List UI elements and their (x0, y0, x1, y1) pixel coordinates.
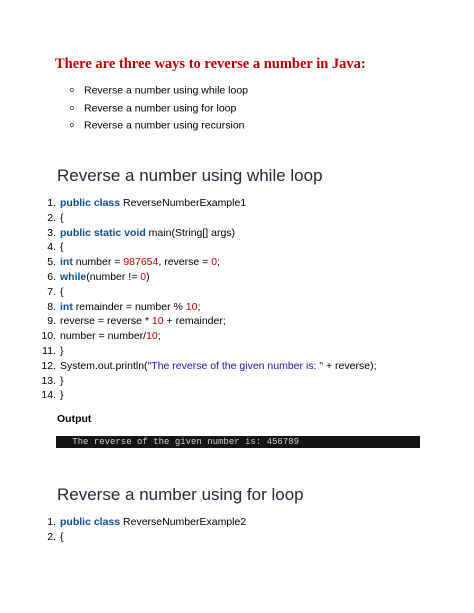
code-keyword: public static void (60, 226, 146, 239)
code-text: } (60, 344, 64, 357)
line-number: 11. (42, 344, 56, 357)
code-text: number = number/ (60, 330, 147, 343)
output-label: Output (57, 413, 92, 425)
code-number: 10 (185, 300, 198, 313)
line-number: 14. (41, 389, 56, 402)
section-heading-while-loop: Reverse a number using while loop (57, 166, 323, 185)
code-text: + reverse); (323, 359, 377, 372)
code-block-while-loop (18, 196, 377, 403)
code-string: "The reverse of the given number is: " (147, 359, 324, 372)
code-line (18, 314, 377, 329)
code-keyword: int (60, 256, 73, 269)
code-line (18, 211, 377, 226)
list-item-text: Reverse a number using for loop (84, 102, 237, 115)
code-line (18, 515, 246, 530)
code-line (18, 196, 377, 211)
code-text: reverse = reverse * (60, 315, 152, 328)
code-block-for-loop (18, 515, 246, 545)
methods-list (70, 82, 248, 135)
line-number: 2. (47, 530, 56, 543)
code-number: 0 (211, 256, 218, 269)
code-text: (number != (86, 270, 141, 283)
code-line (18, 374, 377, 389)
line-number: 13. (41, 374, 56, 387)
code-text: { (60, 241, 64, 254)
code-text: remainder = number % (72, 300, 186, 313)
code-line (18, 329, 377, 344)
code-text: ReverseNumberExample2 (120, 516, 247, 528)
line-number: 2. (47, 211, 56, 224)
code-text: } (60, 374, 64, 387)
code-line (18, 285, 377, 300)
code-text: main(String[] args) (145, 226, 236, 239)
code-text: } (60, 389, 64, 402)
console-output: The reverse of the given number is: 456789 (56, 436, 420, 448)
line-number: 10. (41, 330, 56, 343)
code-line (18, 530, 246, 545)
code-text: { (60, 211, 64, 224)
code-keyword: public class (60, 516, 121, 528)
line-number: 1. (47, 516, 56, 528)
code-text: ; (217, 256, 220, 269)
list-item (70, 100, 248, 118)
line-number: 1. (47, 197, 56, 209)
code-text: ) (146, 270, 150, 283)
code-text: + remainder; (163, 315, 226, 328)
code-number: 10 (146, 330, 158, 343)
code-text: { (60, 530, 64, 543)
code-text: ; (197, 300, 201, 313)
section-heading-for-loop: Reverse a number using for loop (57, 485, 304, 504)
code-text: ReverseNumberExample1 (120, 197, 247, 209)
code-line (18, 270, 377, 285)
code-line (18, 359, 377, 374)
code-number: 987654 (123, 256, 159, 269)
list-item (70, 82, 248, 100)
code-number: 0 (140, 270, 147, 283)
code-text: System.out.println( (60, 359, 148, 372)
line-number: 12. (41, 359, 56, 372)
code-text: , reverse = (158, 256, 212, 269)
bullet-icon: o (70, 104, 74, 112)
code-line (18, 226, 377, 241)
code-keyword: int (60, 300, 73, 313)
code-keyword: while (60, 270, 87, 283)
code-text: number = (72, 256, 124, 269)
code-line (18, 388, 377, 403)
line-number: 7. (47, 285, 56, 298)
code-line (18, 344, 377, 359)
bullet-icon: o (70, 87, 74, 94)
code-line (18, 300, 377, 315)
line-number: 6. (47, 270, 56, 283)
list-item (70, 117, 248, 135)
line-number: 5. (47, 256, 56, 269)
list-item-text: Reverse a number using while loop (84, 84, 249, 97)
line-number: 9. (47, 315, 56, 328)
code-line (18, 240, 377, 255)
line-number: 8. (47, 300, 56, 313)
code-text: ; (157, 330, 161, 343)
intro-heading: There are three ways to reverse a number in Java: (55, 56, 366, 72)
line-number: 3. (47, 226, 56, 239)
code-keyword: public class (60, 197, 121, 209)
code-text: { (60, 285, 64, 298)
list-item-text: Reverse a number using recursion (84, 119, 245, 132)
line-number: 4. (47, 241, 56, 254)
bullet-icon: o (70, 122, 74, 129)
code-line (18, 255, 377, 270)
code-number: 10 (151, 315, 164, 328)
